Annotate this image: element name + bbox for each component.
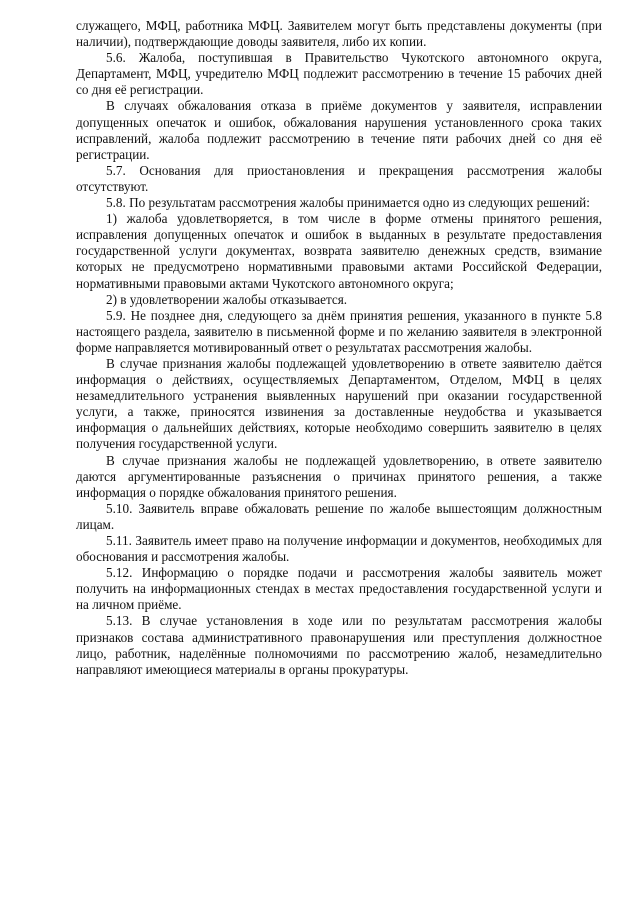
paragraph-5-11: 5.11. Заявитель имеет право на получение информации и документов, необходимых для обоснования и рассмотрения жалобы. bbox=[76, 533, 602, 565]
paragraph-5-10: 5.10. Заявитель вправе обжаловать решение по жалобе вышестоящим должностным лицам. bbox=[76, 500, 602, 532]
paragraph-5-13: 5.13. В случае установления в ходе или по результатам рассмотрения жалобы признаков состава административного правонарушения или преступления должностное лицо, работник, наделённые полномочиями по рассмотрению жалоб, незамедлительно направляют имеющиеся материалы в органы прокуратуры. bbox=[76, 613, 602, 677]
paragraph-5-6-refusal: В случаях обжалования отказа в приёме документов у заявителя, исправлении допущенных опечаток и ошибок, обжалования нарушения установленного срока таких исправлений, жалоба подлежит рассмотрению в течение пяти рабочих дней со дня её регистрации. bbox=[76, 98, 602, 162]
paragraph-5-8: 5.8. По результатам рассмотрения жалобы принимается одно из следующих решений: bbox=[106, 195, 590, 211]
paragraph-5-6: 5.6. Жалоба, поступившая в Правительство Чукотского автономного округа, Департамент, МФЦ, учредителю МФЦ подлежит рассмотрению в течение 15 рабочих дней со дня её регистрации. bbox=[76, 50, 602, 98]
paragraph-5-8-item-2: 2) в удовлетворении жалобы отказывается. bbox=[106, 291, 348, 307]
document-page bbox=[76, 18, 602, 678]
paragraph-complaint-documents: служащего, МФЦ, работника МФЦ. Заявителем могут быть представлены документы (при наличии), подтверждающие доводы заявителя, либо их копии. bbox=[76, 18, 602, 50]
paragraph-5-9-rejected: В случае признания жалобы не подлежащей удовлетворению, в ответе заявителю даются аргументированные разъяснения о причинах принятого решения, а также информация о порядке обжалования принятого решения. bbox=[76, 452, 602, 500]
paragraph-5-7: 5.7. Основания для приостановления и прекращения рассмотрения жалобы отсутствуют. bbox=[76, 162, 602, 194]
paragraph-5-9-satisfied: В случае признания жалобы подлежащей удовлетворению в ответе заявителю даётся информация о действиях, осуществляемых Департаментом, Отделом, МФЦ в целях незамедлительного устранения выявленных нарушений при оказании государственной услуги, а также, приносятся извинения за доставленные неудобства и указывается информация о дальнейших действиях, которые необходимо совершить заявителю в целях получения государственной услуги. bbox=[76, 355, 602, 452]
paragraph-5-8-item-1: 1) жалоба удовлетворяется, в том числе в форме отмены принятого решения, исправления допущенных опечаток и ошибок в выданных в результате предоставления государственной услуги документах, возврата заявителю денежных средств, взимание которых не предусмотрено нормативными правовыми актами Российской Федерации, нормативными правовыми актами Чукотского автономного округа; bbox=[76, 211, 602, 291]
paragraph-5-9: 5.9. Не позднее дня, следующего за днём принятия решения, указанного в пункте 5.8 настоящего раздела, заявителю в письменной форме и по желанию заявителя в электронной форме направляется мотивированный ответ о результатах рассмотрения жалобы. bbox=[76, 307, 602, 355]
paragraph-5-12: 5.12. Информацию о порядке подачи и рассмотрения жалобы заявитель может получить на информационных стендах в местах предоставления государственной услуги и на личном приёме. bbox=[76, 565, 602, 613]
